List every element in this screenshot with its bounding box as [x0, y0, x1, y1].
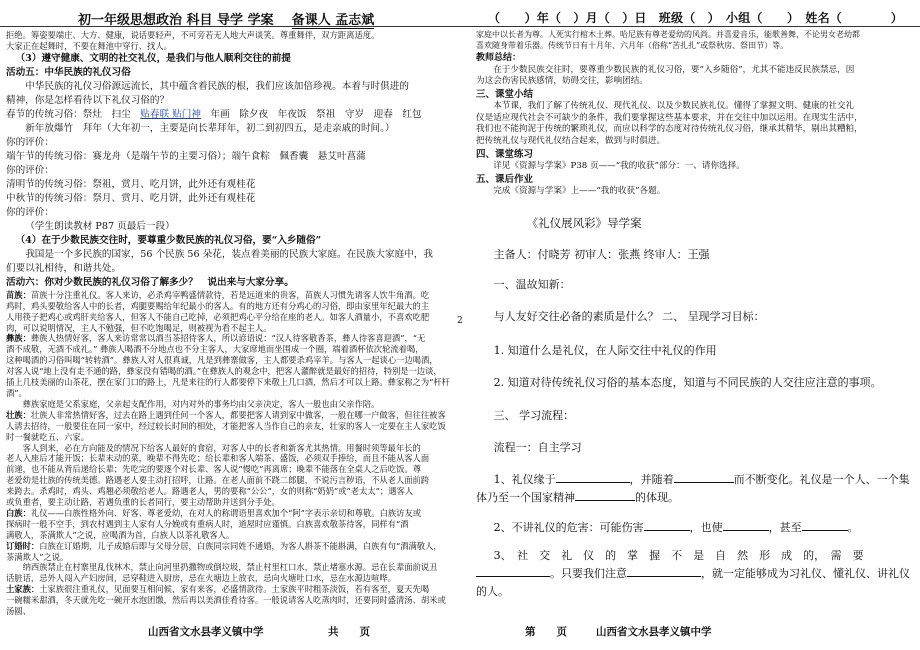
left-text-line: 你的评价：	[6, 136, 54, 148]
teacher-summary-line: 在于少数民族交往时，要尊重少数民族的礼仪习俗，要“入乡随俗”，尤其不能违反民族禁忌，因	[493, 64, 855, 75]
right-column	[476, 30, 916, 616]
left-text-line: 苗族：苗族十分注重礼仪。客人来访，必杀鸡宰鸭盛情款待，若是远道来的贵客，苗族人习惯先请客人饮牛角酒。吃	[6, 289, 430, 300]
answer-blank[interactable]	[556, 473, 630, 483]
preparer: 备课人 孟志斌	[291, 13, 375, 28]
teacher-summary-heading: 教师总结：	[476, 53, 522, 63]
left-text-line: 你的评价：	[6, 206, 54, 218]
practice-line: 详见《资源与学案》P38 页——“我的收获”部分：一、请你选择。	[493, 161, 745, 172]
answer-blank[interactable]	[802, 521, 848, 531]
left-text-line: 插上几枝美丽的山茶花，摆在家门口的路上，凡是来往的行人都要停下来敬上几口酒，然后才可以上路。彝家称之为“杆杆酒”。	[6, 377, 450, 398]
left-text-line: 鸡时，鸡头要敬给客人中的长者，鸡腿要赐给年纪最小的客人。有的地方还有分鸡心的习俗，即由家里年纪最大的主	[6, 300, 430, 311]
ethnic-group-label: 壮族：	[6, 409, 31, 420]
left-text-line: 壮族：壮族人非常热情好客，过去在路上遇到任何一个客人，都要把客人请到家中做客，一般在哪一户做客，但往往被客	[6, 409, 446, 420]
summary-line: 仪是适应现代社会不可缺少的条件，我们要掌握这些基本要求，并在交往中加以运用。在现实生活中，	[476, 112, 863, 123]
left-column	[6, 30, 450, 616]
left-text-line: 人请去招待，一般要住在同一家中，经过较长时间的相处，才能把客人当作自己的亲友，壮家的客人一定要在主人家吃饭	[6, 420, 446, 431]
left-text-line: 满敬人，茶满欺人”之说，应喝酒为首，白族人以茶礼敬客人。	[6, 529, 235, 540]
left-text-line: 或负重者，要主动让路，若遇负重的长者同行，要主动帮助并送到分手处。	[6, 497, 280, 508]
left-text-line: 老爱幼是壮族的传统美德。路遇老人要主动打招呼，让路。在老人面前不跷二郎腿，不说污言秽语，不从老人面前跨	[6, 475, 430, 486]
question-1: 1、礼仪缘于 ，并随着 而不断变化。礼仪是一个人、一个集体乃至一个国家精神 的体现。	[476, 472, 910, 504]
left-text-line: 这种喝酒的习俗叫喝“转转酒”。彝族人对人很真诚，凡是到彝寨做客，主人都要杀鸡宰羊。与客人一起谈心一边喝酒，	[6, 355, 438, 366]
left-text-line: 茶满欺人”之说。	[6, 551, 69, 562]
review-question: 与人友好交往必备的素质是什么？ 二、 呈现学习目标：	[493, 309, 765, 323]
answer-blank[interactable]	[575, 491, 635, 501]
answer-blank[interactable]	[674, 473, 734, 483]
flow-heading: 三、 学习流程：	[493, 408, 575, 422]
left-text-line: 对客人说“地上没有走不通的路，彝家没有错喝的酒。”在彝族人的观念中，把客人灌醉就是最好的招待，特别是一边谈，	[6, 366, 442, 377]
section-practice-heading: 四、课堂练习	[476, 148, 534, 160]
left-text-line: 时一餐就吃五、六家。	[6, 431, 89, 442]
page-footer	[0, 620, 920, 644]
question-2: 2、不讲礼仪的危害：可能伤害 ，也使 ，甚至 。	[493, 520, 859, 534]
goal-2: 2. 知道对待传统礼仪习俗的基本态度，知道与不同民族的人交往应注意的事项。	[493, 375, 882, 389]
homework-line: 完成《资源与学案》上——“我的收获”各题。	[493, 186, 666, 197]
left-text-line: 们要以礼相待，和谐共处。	[6, 262, 122, 274]
right-top-line: 家庭中以长者为尊。人死实行棺木土葬。哈尼族有尊老爱幼的风尚。并喜爱音乐，能歌善舞，不论男女老幼都	[476, 30, 860, 39]
left-text-line: 客人到来，必在方向能及的情况下给客人最好的食宿，对客人中的长者和新客尤其热情。用餐时须等最年长的	[22, 442, 421, 453]
left-text-line: 前递，也不能从背后递给长辈；先吃完的要逐个对长辈、客人说“慢吃”再离席；晚辈不能落在全桌人之后吃饭。尊	[6, 464, 422, 475]
left-text-line: （学生朗读教材 P87 页最后一段）	[25, 220, 175, 232]
left-text-line: 探病时一般不空手，到农村遇到主人家有人分娩或有重病人时，道屋时应谨慎。白族喜欢敬茶待客，同样有“酒	[6, 518, 409, 529]
summary-line: 本节课，我们了解了传统礼仪、现代礼仪、以及少数民族礼仪。懂得了掌握文明、健康的社交礼	[493, 101, 855, 112]
ethnic-group-label: 土家族：	[6, 584, 40, 595]
footer-total-pages: 共 页	[328, 626, 370, 638]
section-homework-heading: 五、课后作业	[476, 173, 534, 185]
left-text-line: （3）遵守健康、文明的社交礼仪，是我们与他人顺利交往的前提	[15, 52, 291, 64]
flow-1-heading: 流程一：自主学习	[493, 440, 582, 454]
left-text-line: 清明节的传统习俗：祭祖，赏月、吃月饼，此外还有观桂花	[6, 178, 256, 190]
left-text-line: 酒不成敬，无酒不成礼。” 彝族人喝酒不分地点也不分主客人，大家席地而坐围成一个圈，端着酒杯依次轮流着喝，	[6, 344, 424, 355]
left-text-line: 活动六：你对少数民族的礼仪习俗了解多少？ 说出来与大家分享。	[6, 276, 294, 288]
answer-blank[interactable]	[476, 567, 550, 577]
left-text-line: 订婚时：白族在订婚期，儿子成婚后即与父母分居，白族同宗同姓不通婚，为客人斟茶不能斟满，白族有句“酒满敬人，	[6, 540, 442, 551]
review-heading: 一、温故知新：	[493, 277, 571, 291]
answer-blank[interactable]	[644, 521, 690, 531]
right-top-line: 喜欢随身带着乐器。传统节日有十月年、六月年（俗称“苦扎扎”或祭秋房、祭田节）等。	[476, 40, 789, 50]
ethnic-group-label: 苗族：	[6, 289, 31, 300]
left-text-line: 彝族：彝族人热情好客，客人来访常常以酒当茶招待客人，所以谚语说：“汉人待客敬香茶，彝人待客喜迎酒”，“无	[6, 333, 426, 344]
left-text-line: 人用筷子把鸡心或鸡肝夹给客人，但客人不能自己吃掉，必须把鸡心平分给在座的老人。如客人酒量小，不喜欢吃肥	[6, 311, 430, 322]
subject-title: 初一年级思想政治 科目 导学 学案	[78, 13, 274, 28]
header-rule	[0, 26, 920, 27]
answer-blank[interactable]	[627, 567, 701, 577]
left-text-line: 你的评价：	[6, 164, 54, 176]
teacher-summary-line: 为这会伤害民族感情，妨碍交往，影响团结。	[476, 76, 648, 87]
left-text-line: 春节的传统习俗：祭灶 扫尘 贴春联 贴门神 年画 除夕夜 年夜饭 祭祖 守岁 迎春 红包	[6, 108, 422, 120]
summary-line: 把传统礼仪与现代礼仪结合起来，做到与时俱进。	[476, 135, 666, 146]
left-text-line: 老人入座后才能开饭；长辈未动的菜，晚辈不得先吃；给长辈和客人端茶、盛饭，必须双手捧给，而且不能从客人面	[6, 453, 430, 464]
header-student-info: （ ）年（ ）月（ ）日 班级（ ） 小组（ ） 姓名（ ）	[488, 11, 904, 25]
left-text-line: 白族：礼仪——白族性格外向、好客、尊老爱幼，在对人的称谓语里喜欢加个“阿”字表示亲切和尊敬。白族访友或	[6, 507, 422, 518]
left-text-line: 土家族：土家族很注重礼仪，见面要互相问候，家有来客，必盛情款待。土家族平时粗茶淡饭，若有客至，夏天先喝	[6, 584, 430, 595]
left-text-line: （4）在于少数民族交往时，要尊重少数民族的礼仪习俗，要“入乡随俗”	[15, 234, 322, 246]
footer-school-left: 山西省文水县孝义镇中学	[148, 626, 264, 638]
left-text-line: 彝族家庭是父系家庭，父亲起支配作用，对内对外的事务均由父亲决定，客人一般也由父亲作陪。	[22, 398, 380, 409]
goal-1: 1. 知道什么是礼仪，在人际交往中礼仪的作用	[493, 343, 717, 357]
left-text-line: 端午节的传统习俗：赛龙舟（是端午节的主要习俗）；端午食粽 佩香囊 悬艾叶菖蒲	[6, 150, 366, 162]
section-summary-heading: 三、课堂小结	[476, 88, 534, 100]
answer-blank[interactable]	[723, 521, 769, 531]
ethnic-group-label: 白族：	[6, 507, 31, 518]
guide-people: 主备人：付晓芳 初审人：张燕 终审人：王强	[493, 247, 710, 261]
highlighted-text: 贴春联 贴门神	[140, 108, 201, 120]
left-text-line: 精神，你是怎样看待以下礼仪习俗的？	[6, 94, 170, 106]
left-text-line: 纳西族禁止在村寨里乱伐林木，禁止向河里扔撒物或倒垃圾，禁止村里杠口水，禁止堵塞水源。忌在长辈面前说丑	[22, 562, 438, 573]
ethnic-group-label: 彝族：	[6, 333, 31, 344]
left-text-line: 活动五：中华民族的礼仪习俗	[6, 66, 131, 78]
left-text-line: 我国是一个多民族的国家，56 个民族 56 朵花，装点着美丽的民族大家庭。在民族大家庭中，我	[25, 248, 433, 260]
question-3: 3、 社 交 礼 仪 的 掌 握 不 是 自 然 形 成 的， 需 要。只要我们注意 ，就一定能够成为习礼仪、懂礼仪、讲礼仪的人。	[476, 548, 910, 598]
left-text-line: 一碗糯米甜酒，冬天就先吃一碗开水泡团馓，然后再以美酒佳肴待客。一般说请客人吃蒸肉时，还要同时盛清汤、胡米或汤圆、	[6, 595, 446, 616]
ethnic-group-label: 订婚时：	[6, 540, 40, 551]
left-text-line: 肉，可以说明情况，主人不勉强，但不吃饱喝足，则被视为看不起主人。	[6, 322, 272, 333]
summary-line: 我们也不能拘泥于传统的繁琐礼仪，而应以科学的态度对待传统礼仪习俗，继承其精华，剔出其糟粕，	[476, 124, 863, 135]
left-text-line: 话脏话，忌外人闯入产妇房间，忌穿鞋进入厨房，忌在火塘边上放衣，忌向火塘吐口水，忌在水源边喧哗。	[6, 573, 396, 584]
left-text-line: 大家正在起舞时，不要在舞池中穿行、找人。	[6, 40, 172, 51]
page-number: 2	[457, 316, 463, 326]
left-text-line: 拒绝。筹姿要端庄、大方、健康，说话要轻声，不可旁若无人地大声谈笑。尊重舞伴，双方距离适度。	[6, 30, 380, 40]
left-text-line: 中华民族的礼仪习俗源远流长，其中蕴含着民族的根，我们应该加倍珍视。本着与时俱进的	[25, 80, 409, 92]
left-text-line: 来跨去。杀鸡时，鸡头、鸡翘必须敬给老人。路遇老人，男的要称“公公”，女的则称“奶奶”或“老太太”；遇客人	[6, 486, 414, 497]
footer-school-right: 山西省文水县孝义镇中学	[596, 626, 712, 638]
footer-page: 第 页	[525, 626, 567, 638]
guide-title: 《礼仪展风彩》导学案	[526, 215, 642, 230]
left-text-line: 中秋节的传统习俗：祭月、赏月、吃月饼，此外还有观桂花	[6, 192, 256, 204]
left-text-line: 新年放爆竹 拜年（大年初一，主要是向长辈拜年，初二到初四五，是走亲戚的时间。）	[25, 122, 395, 134]
